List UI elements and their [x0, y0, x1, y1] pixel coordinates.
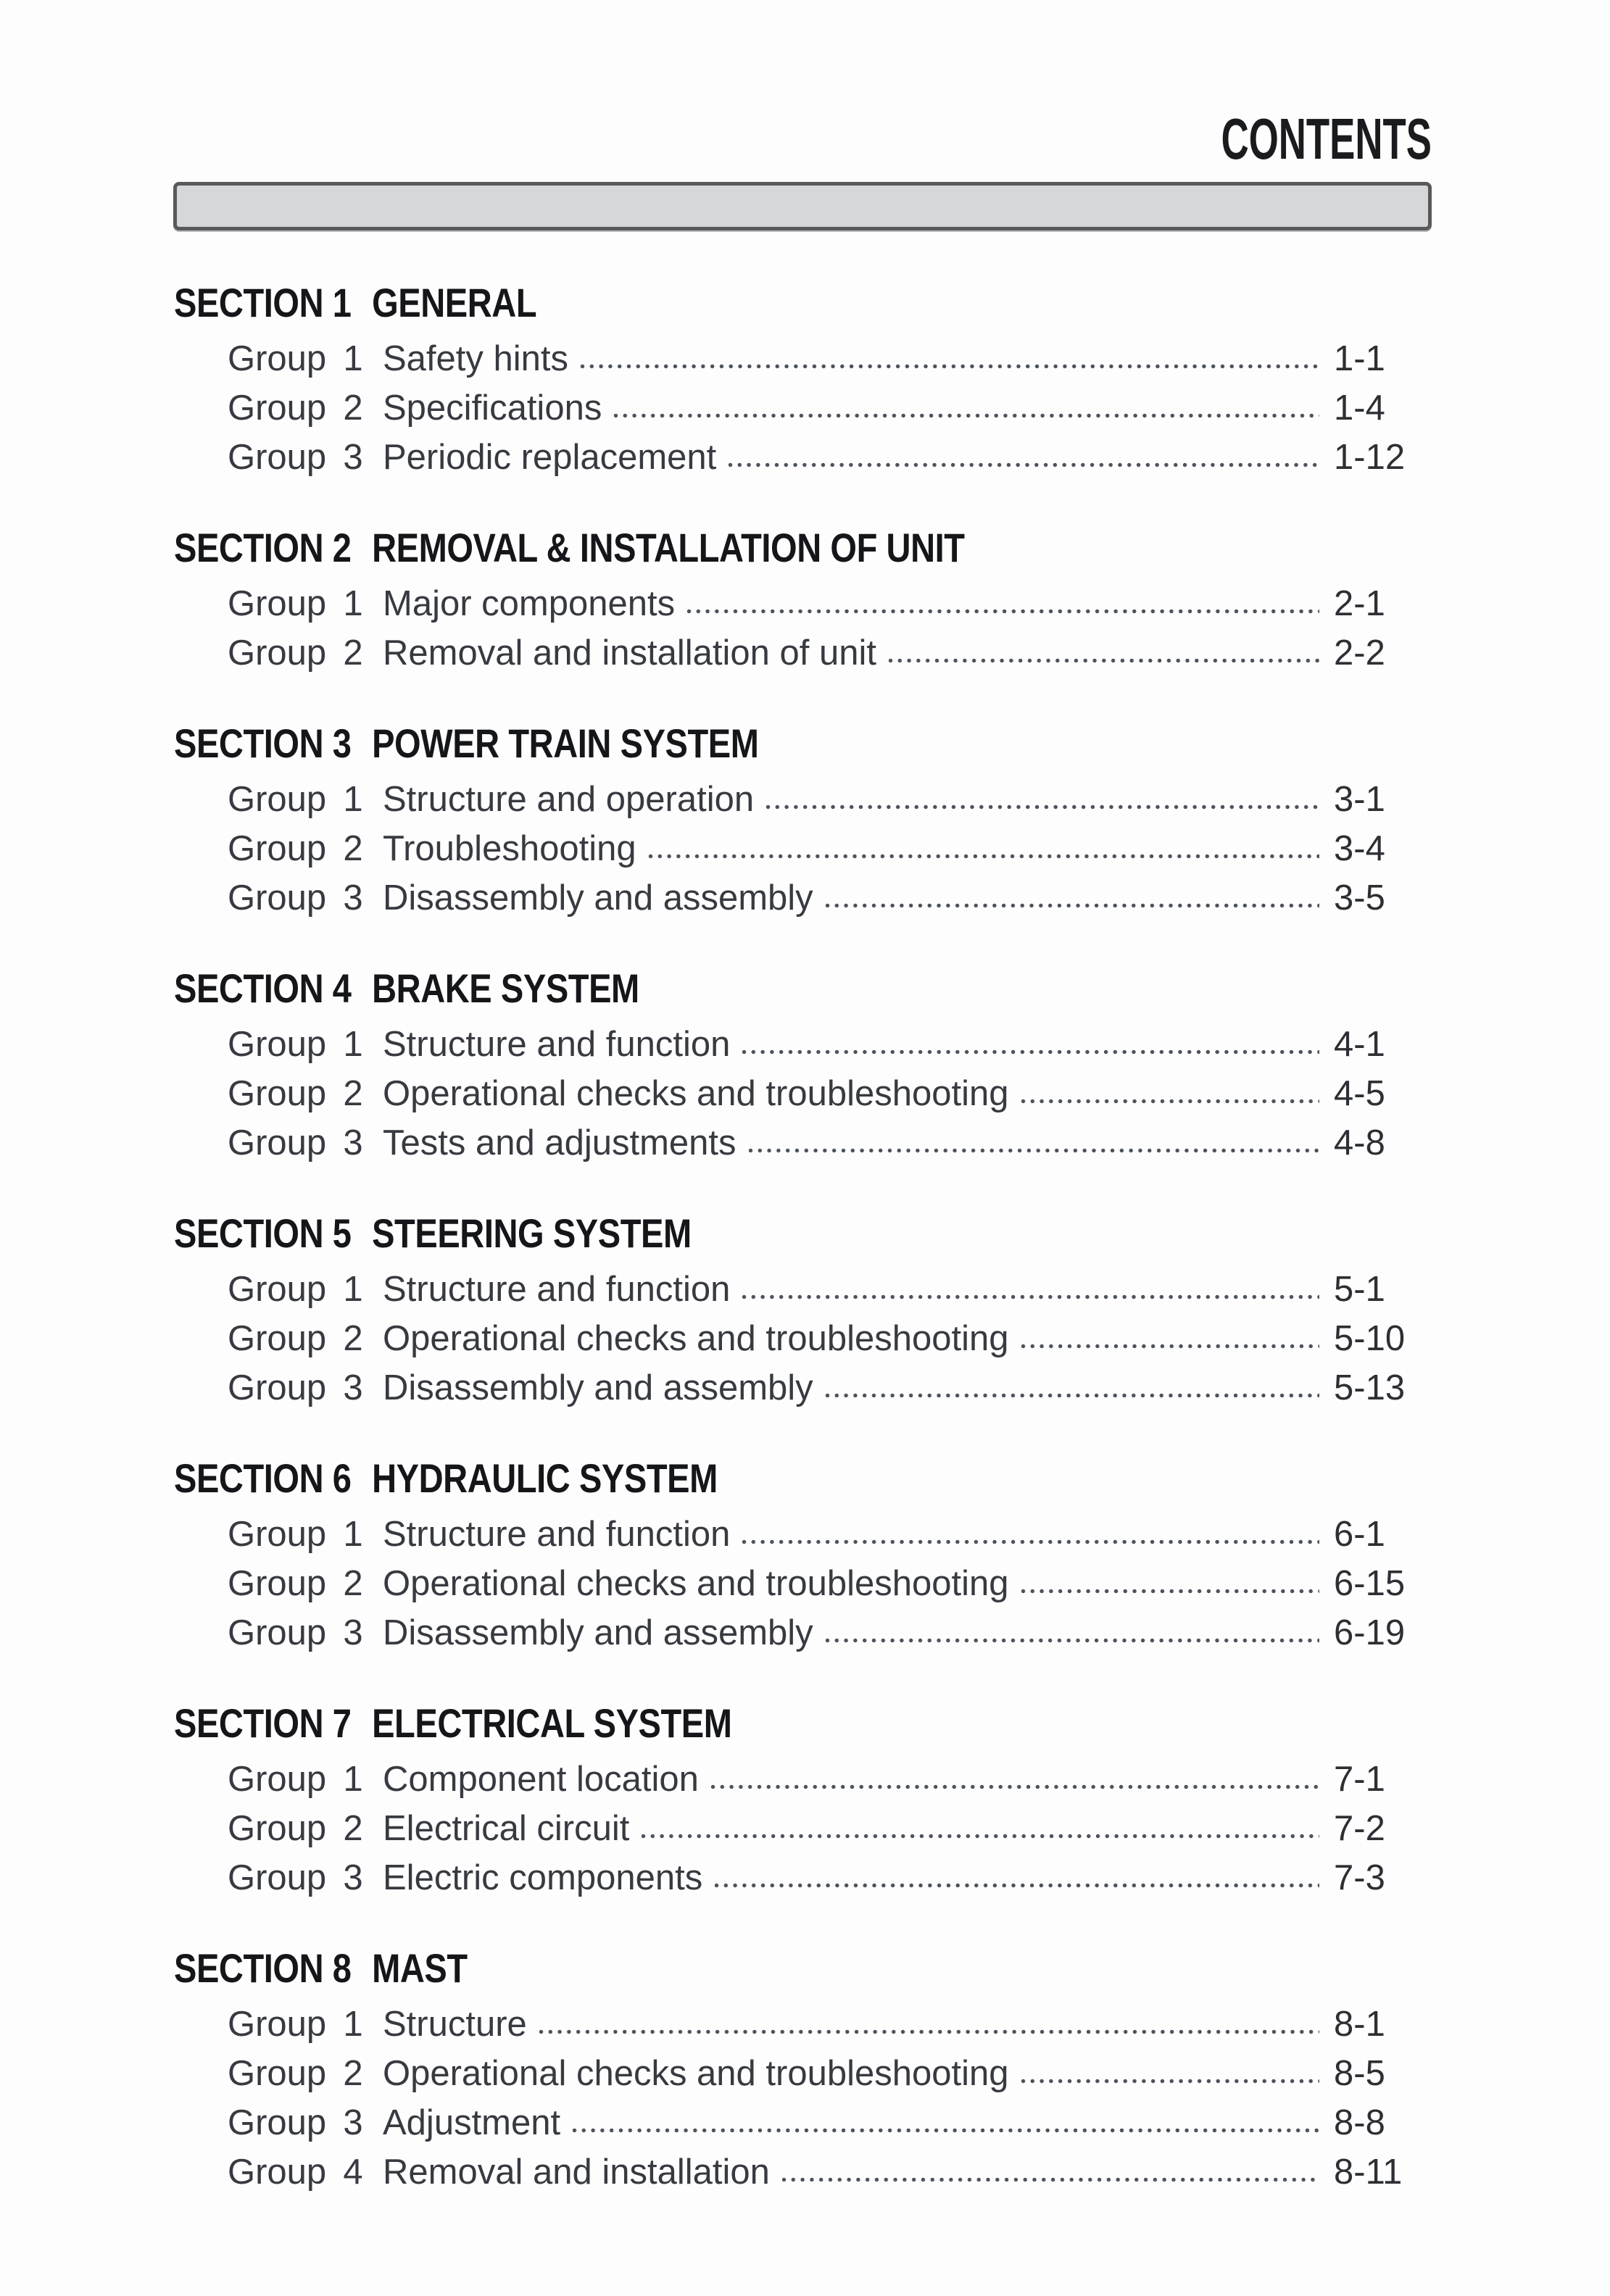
group-title: Operational checks and troubleshooting: [383, 1074, 1009, 1113]
toc-row: [174, 2098, 1432, 2147]
group-number: 2: [343, 633, 363, 673]
dot-leader: [742, 1049, 1319, 1055]
section-name: GENERAL: [372, 279, 537, 325]
page-reference: 3-4: [1334, 829, 1385, 868]
section-heading: [174, 1943, 1432, 1992]
toc-row: [174, 1510, 1432, 1559]
group-word: Group: [228, 2103, 327, 2142]
group-title: Structure: [383, 2005, 527, 2044]
toc-section: [174, 1698, 1432, 1902]
group-title: Structure and function: [383, 1270, 731, 1309]
section-heading: [174, 1453, 1432, 1502]
group-word: Group: [228, 1564, 327, 1603]
dot-leader: [1021, 1099, 1319, 1104]
page-reference: 6-19: [1334, 1613, 1406, 1652]
dot-leader: [742, 1539, 1319, 1544]
dot-leader: [641, 1834, 1319, 1839]
dot-leader: [825, 1393, 1319, 1398]
section-heading: [174, 1698, 1432, 1747]
dot-leader: [825, 1638, 1319, 1643]
toc-row: [174, 873, 1432, 923]
dot-leader: [1021, 2079, 1319, 2084]
page-reference: 3-1: [1334, 780, 1385, 819]
toc-row: [174, 1020, 1432, 1069]
section-label: SECTION 8: [174, 1944, 352, 1991]
group-title: Removal and installation: [383, 2152, 770, 2192]
group-word: Group: [228, 1760, 327, 1799]
section-heading: [174, 963, 1432, 1012]
dot-leader: [580, 364, 1319, 369]
group-title: Electric components: [383, 1858, 703, 1897]
section-name: HYDRAULIC SYSTEM: [372, 1455, 718, 1501]
group-word: Group: [228, 2054, 327, 2093]
dot-leader: [539, 2029, 1319, 2034]
dot-leader: [1021, 1589, 1319, 1594]
group-word: Group: [228, 2152, 327, 2192]
group-title: Structure and function: [383, 1025, 731, 1064]
page-title: CONTENTS: [1221, 107, 1432, 171]
group-number: 3: [343, 1858, 363, 1897]
page-reference: 7-3: [1334, 1858, 1385, 1897]
group-title: Troubleshooting: [383, 829, 636, 868]
group-word: Group: [228, 1025, 327, 1064]
toc-row: [174, 628, 1432, 678]
group-title: Structure and function: [383, 1515, 731, 1554]
page-reference: 5-13: [1334, 1368, 1406, 1407]
toc-row: [174, 2147, 1432, 2197]
group-title: Electrical circuit: [383, 1809, 630, 1848]
group-number: 3: [343, 438, 363, 477]
section-name: STEERING SYSTEM: [372, 1210, 692, 1256]
group-number: 3: [343, 878, 363, 918]
group-word: Group: [228, 1123, 327, 1162]
section-label: SECTION 1: [174, 279, 352, 325]
section-heading-text: [174, 1944, 468, 1992]
group-number: 1: [343, 584, 363, 623]
group-word: Group: [228, 388, 327, 428]
section-heading-text: [174, 1210, 692, 1257]
title-rule-bar: [173, 182, 1432, 230]
group-title: Component location: [383, 1760, 699, 1799]
toc-row: [174, 1853, 1432, 1902]
group-title: Disassembly and assembly: [383, 1368, 813, 1407]
toc-row: [174, 1118, 1432, 1168]
group-title: Adjustment: [383, 2103, 561, 2142]
toc-row: [174, 775, 1432, 824]
toc-section: [174, 1208, 1432, 1413]
group-title: Operational checks and troubleshooting: [383, 1564, 1009, 1603]
page-reference: 2-2: [1334, 633, 1385, 673]
section-heading: [174, 523, 1432, 572]
dot-leader: [888, 658, 1319, 663]
section-heading-text: [174, 279, 536, 326]
dot-leader: [648, 854, 1319, 859]
toc-row: [174, 2000, 1432, 2049]
page-reference: 5-1: [1334, 1270, 1385, 1309]
group-word: Group: [228, 829, 327, 868]
group-title: Periodic replacement: [383, 438, 717, 477]
group-number: 1: [343, 1760, 363, 1799]
page-reference: 8-5: [1334, 2054, 1385, 2093]
dot-leader: [765, 804, 1319, 810]
page-reference: 4-1: [1334, 1025, 1385, 1064]
group-number: 1: [343, 1515, 363, 1554]
dot-leader: [714, 1883, 1319, 1888]
page-reference: 8-11: [1334, 2152, 1403, 2192]
group-title: Operational checks and troubleshooting: [383, 1319, 1009, 1358]
section-label: SECTION 2: [174, 524, 352, 570]
section-heading: [174, 1208, 1432, 1257]
toc-row: [174, 1608, 1432, 1657]
group-number: 2: [343, 1809, 363, 1848]
section-heading-text: [174, 1455, 718, 1502]
section-label: SECTION 4: [174, 965, 352, 1011]
group-number: 1: [343, 780, 363, 819]
group-word: Group: [228, 438, 327, 477]
group-number: 3: [343, 1368, 363, 1407]
group-number: 1: [343, 339, 363, 378]
toc-row: [174, 1314, 1432, 1363]
group-title: Specifications: [383, 388, 602, 428]
group-title: Tests and adjustments: [383, 1123, 736, 1162]
dot-leader: [686, 609, 1319, 614]
section-label: SECTION 5: [174, 1210, 352, 1256]
group-word: Group: [228, 339, 327, 378]
toc-row: [174, 1363, 1432, 1413]
toc-row: [174, 1265, 1432, 1314]
page-reference: 1-12: [1334, 438, 1406, 477]
section-label: SECTION 6: [174, 1455, 352, 1501]
group-word: Group: [228, 1319, 327, 1358]
toc-row: [174, 1069, 1432, 1118]
page-reference: 5-10: [1334, 1319, 1406, 1358]
section-heading-text: [174, 965, 639, 1012]
page-reference: 1-4: [1334, 388, 1385, 428]
group-number: 2: [343, 1319, 363, 1358]
group-word: Group: [228, 2005, 327, 2044]
dot-leader: [728, 462, 1319, 467]
page-reference: 4-8: [1334, 1123, 1385, 1162]
section-name: ELECTRICAL SYSTEM: [372, 1700, 732, 1746]
dot-leader: [742, 1294, 1319, 1299]
group-number: 2: [343, 829, 363, 868]
group-number: 1: [343, 1270, 363, 1309]
toc-row: [174, 579, 1432, 628]
section-name: MAST: [372, 1944, 468, 1991]
toc-row: [174, 1755, 1432, 1804]
group-number: 1: [343, 2005, 363, 2044]
group-word: Group: [228, 584, 327, 623]
group-word: Group: [228, 633, 327, 673]
dot-leader: [781, 2177, 1319, 2182]
section-label: SECTION 3: [174, 720, 352, 766]
page-reference: 1-1: [1334, 339, 1385, 378]
toc-section: [174, 523, 1432, 678]
page-reference: 8-8: [1334, 2103, 1385, 2142]
group-number: 2: [343, 1074, 363, 1113]
group-number: 3: [343, 1613, 363, 1652]
group-word: Group: [228, 780, 327, 819]
section-heading-text: [174, 524, 965, 571]
page-reference: 6-1: [1334, 1515, 1385, 1554]
table-of-contents: [174, 237, 1432, 2197]
group-word: Group: [228, 1613, 327, 1652]
toc-row: [174, 824, 1432, 873]
group-title: Disassembly and assembly: [383, 1613, 813, 1652]
dot-leader: [613, 413, 1319, 418]
group-title: Operational checks and troubleshooting: [383, 2054, 1009, 2093]
section-heading: [174, 718, 1432, 768]
group-word: Group: [228, 1858, 327, 1897]
toc-section: [174, 278, 1432, 482]
page-reference: 2-1: [1334, 584, 1385, 623]
group-title: Major components: [383, 584, 676, 623]
group-number: 3: [343, 2103, 363, 2142]
dot-leader: [825, 903, 1319, 908]
group-number: 3: [343, 1123, 363, 1162]
group-number: 2: [343, 388, 363, 428]
group-number: 1: [343, 1025, 363, 1064]
section-name: REMOVAL & INSTALLATION OF UNIT: [372, 524, 965, 570]
toc-row: [174, 433, 1432, 482]
section-heading-text: [174, 1700, 732, 1747]
group-number: 2: [343, 2054, 363, 2093]
dot-leader: [710, 1784, 1319, 1789]
toc-section: [174, 1453, 1432, 1657]
group-title: Structure and operation: [383, 780, 755, 819]
toc-row: [174, 2049, 1432, 2098]
group-word: Group: [228, 1515, 327, 1554]
page-reference: 7-1: [1334, 1760, 1385, 1799]
section-name: POWER TRAIN SYSTEM: [372, 720, 759, 766]
dot-leader: [572, 2128, 1319, 2133]
section-heading: [174, 278, 1432, 327]
group-number: 4: [343, 2152, 363, 2192]
page-reference: 6-15: [1334, 1564, 1406, 1603]
group-number: 2: [343, 1564, 363, 1603]
dot-leader: [748, 1148, 1319, 1153]
toc-section: [174, 1943, 1432, 2197]
toc-row: [174, 383, 1432, 433]
toc-row: [174, 1804, 1432, 1853]
toc-section: [174, 963, 1432, 1168]
dot-leader: [1021, 1344, 1319, 1349]
toc-row: [174, 1559, 1432, 1608]
group-title: Removal and installation of unit: [383, 633, 876, 673]
page-reference: 4-5: [1334, 1074, 1385, 1113]
toc-row: [174, 334, 1432, 383]
group-title: Safety hints: [383, 339, 569, 378]
toc-section: [174, 718, 1432, 923]
section-heading-text: [174, 720, 759, 767]
group-word: Group: [228, 1074, 327, 1113]
group-word: Group: [228, 1809, 327, 1848]
group-word: Group: [228, 1270, 327, 1309]
section-name: BRAKE SYSTEM: [372, 965, 639, 1011]
page-reference: 8-1: [1334, 2005, 1385, 2044]
group-title: Disassembly and assembly: [383, 878, 813, 918]
section-label: SECTION 7: [174, 1700, 352, 1746]
page-reference: 3-5: [1334, 878, 1385, 918]
group-word: Group: [228, 878, 327, 918]
group-word: Group: [228, 1368, 327, 1407]
page-reference: 7-2: [1334, 1809, 1385, 1848]
